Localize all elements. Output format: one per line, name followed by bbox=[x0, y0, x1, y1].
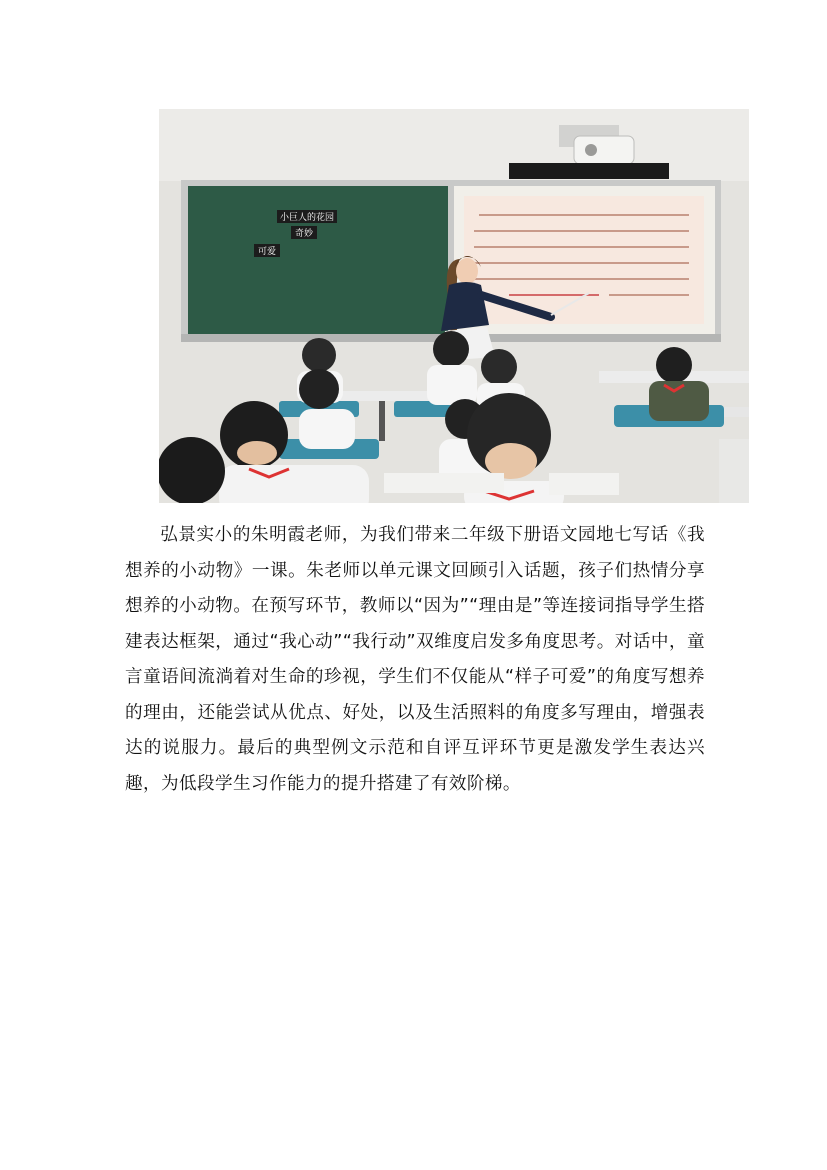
blackboard-word-2: 可爱 bbox=[257, 247, 277, 257]
classroom-photo-illustration bbox=[159, 109, 749, 503]
classroom-photo bbox=[159, 109, 749, 503]
article-body bbox=[125, 518, 705, 802]
student-shirt bbox=[427, 365, 477, 405]
student-head bbox=[433, 331, 469, 367]
blackboard-title: 小巨人的花园 bbox=[279, 213, 335, 223]
projector-lens bbox=[585, 144, 597, 156]
teacher-face bbox=[456, 258, 478, 284]
blackboard-word-1: 奇妙 bbox=[294, 229, 314, 239]
report-paragraph: 弘景实小的朱明霞老师，为我们带来二年级下册语文园地七写话《我想养的小动物》一课。朱老师以单元课文回顾引入话题，孩子们热情分享想养的小动物。在预写环节，教师以“因为”“理由是”等连接词指导学生搭建表达框架，通过“我心动”“我行动”双维度启发多角度思考。对话中，童言童语间流淌着对生命的珍视，学生们不仅能从“样子可爱”的角度写想养的理由，还能尝试从优点、好处，以及生活照料的角度多写理由，增强表达的说服力。最后的典型例文示范和自评互评环节更是激发学生表达兴趣，为低段学生习作能力的提升搭建了有效阶梯。 bbox=[125, 525, 705, 794]
speaker-bar bbox=[509, 163, 669, 179]
blackboard bbox=[188, 186, 448, 334]
front-desk bbox=[384, 473, 504, 493]
projector bbox=[574, 136, 634, 164]
